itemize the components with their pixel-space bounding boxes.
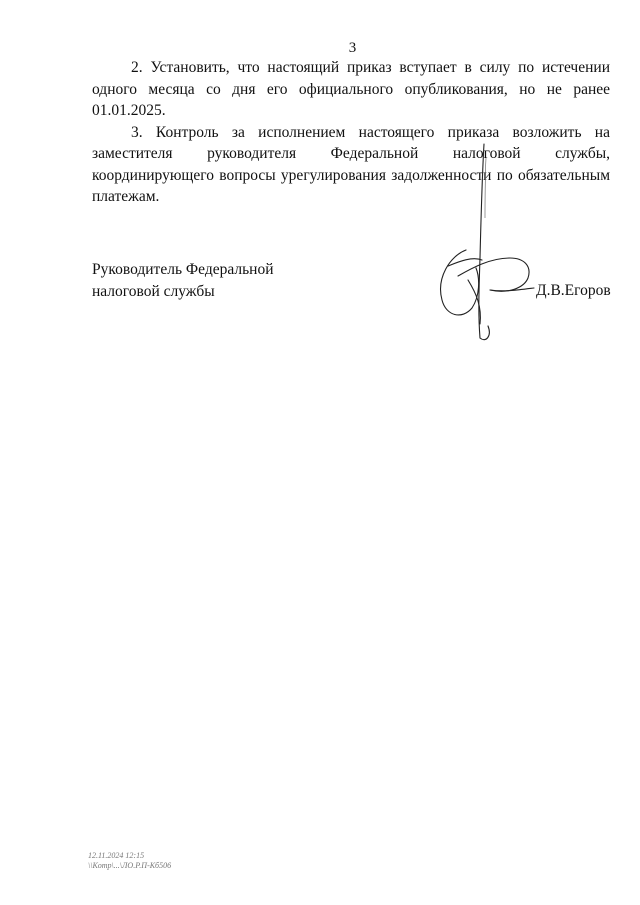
signatory-title-line-1: Руководитель Федеральной <box>92 261 274 278</box>
paragraph-2: 2. Установить, что настоящий приказ вступает в силу по истечении одного месяца со дня его официального опубликования, но не ранее 01.01.2025. <box>92 59 610 119</box>
footer-timestamp: 12.11.2024 12:15 <box>88 851 145 860</box>
signatory-title-line-2: налоговой службы <box>92 282 215 300</box>
footer-file-path: \\Komp\...\ЛО.Р.П-Кб506 <box>88 861 172 870</box>
signer-name: Д.В.Егоров <box>536 282 611 299</box>
handwritten-signature <box>428 138 538 348</box>
footer-stamp <box>88 851 171 871</box>
page-number: 3 <box>348 40 357 56</box>
paragraph-3: 3. Контроль за исполнением настоящего приказа возложить на заместителя руководителя Федеральной налоговой службы, координирующего вопросы урегулирования задолженности по обязательным платежам. <box>92 123 610 205</box>
signatory-title <box>92 259 274 302</box>
